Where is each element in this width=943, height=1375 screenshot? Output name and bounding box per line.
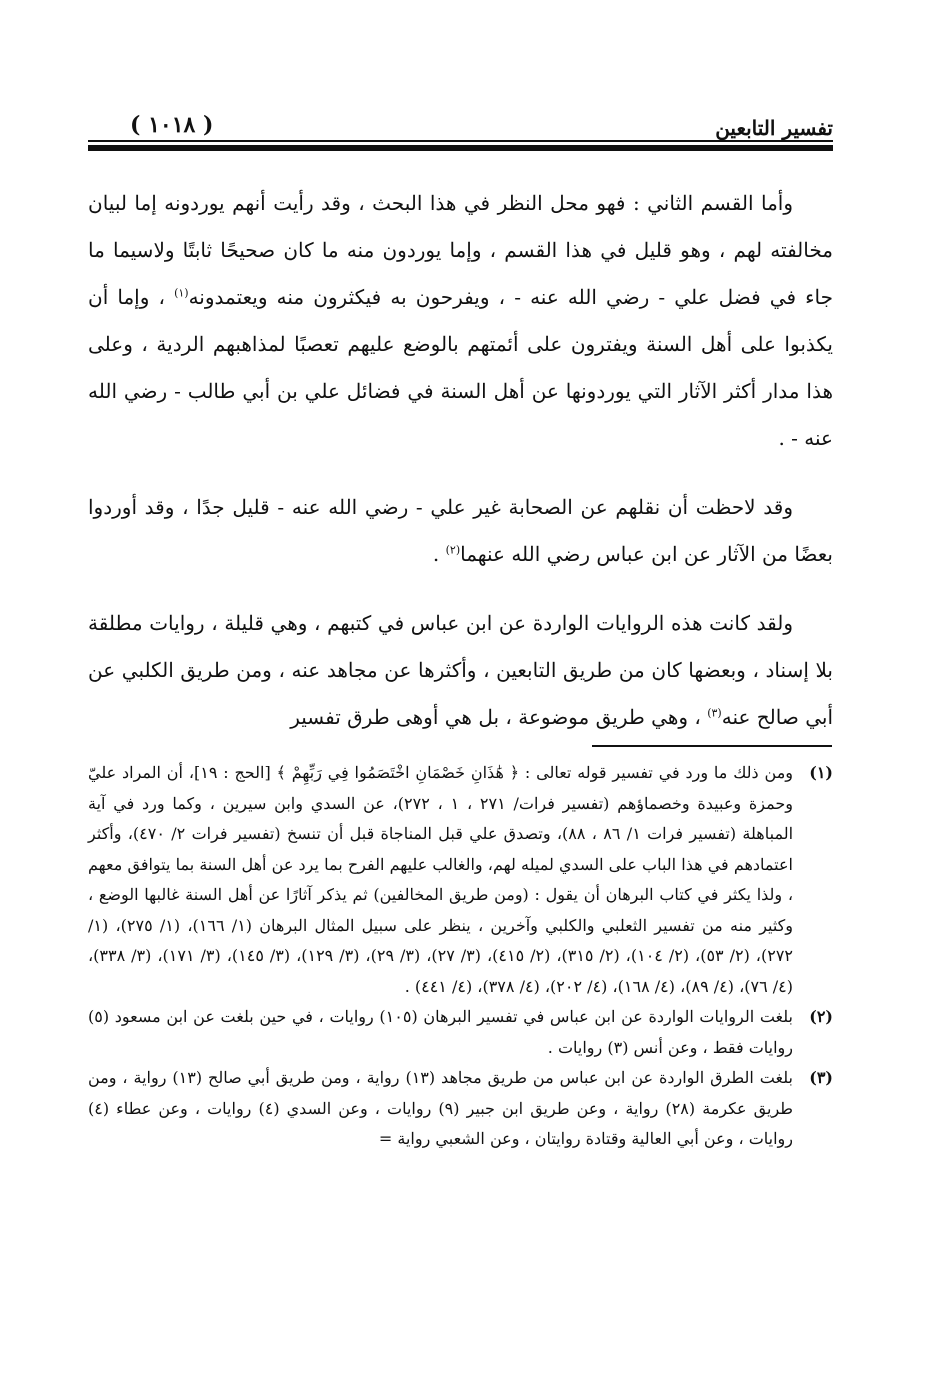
header-rule-thin — [88, 140, 833, 142]
page-number: ( ١٠١٨ ) — [130, 112, 214, 138]
footnote — [88, 1002, 833, 1063]
main-text — [88, 180, 833, 763]
paragraph-text: ولقد كانت هذه الروايات الواردة عن ابن عباس في كتبهم ، وهي قليلة ، روايات مطلقة بلا إسناد ، وبعضها كان من طريق التابعين ، وأكثرها عن مجاهد عنه ، ومن طريق الكلبي عن أبي صالح عنه — [88, 611, 834, 729]
footnotes — [88, 758, 833, 1155]
footnote — [88, 1063, 833, 1155]
footnote-number: (٢) — [809, 1007, 833, 1026]
paragraph — [88, 180, 833, 462]
book-title: تفسير التابعين — [715, 116, 833, 140]
paragraph — [88, 484, 833, 578]
footnote-text: بلغت الروايات الواردة عن ابن عباس في تفسير البرهان (١٠٥) روايات ، في حين بلغت عن ابن مسعود (٥) روايات فقط ، وعن أنس (٣) روايات . — [88, 1007, 793, 1057]
footnote — [88, 758, 833, 1002]
paragraph-text: وقد لاحظت أن نقلهم عن الصحابة غير علي - رضي الله عنه - قليل جدًا ، وقد أوردوا بعضًا من الآثار عن ابن عباس رضي الله عنهما — [88, 495, 833, 566]
paragraph-text: . — [432, 542, 446, 566]
footnote-number: (١) — [809, 763, 833, 782]
paragraph-text: ، وإما أن يكذبوا على أهل السنة ويفترون على أئمتهم بالوضع عليهم تعصبًا لمذاهبهم الردية ، وعلى هذا مدار أكثر الآثار التي يوردونها عن أهل السنة في فضائل علي بن أبي طالب - رضي الله عنه - . — [88, 285, 833, 450]
paragraph-text: ، وهي طريق موضوعة ، بل هي أوهى طرق تفسير — [290, 705, 708, 729]
footnote-ref: (٣) — [707, 706, 722, 720]
footnote-text: بلغت الطرق الواردة عن ابن عباس من طريق مجاهد (١٣) رواية ، ومن طريق أبي صالح (١٣) رواية ، ومن طريق عكرمة (٢٨) رواية ، وعن طريق ابن جبير (٩) روايات ، وعن السدي (٤) روايات ، وعن عطاء (٤) روايات ، وعن أبي العالية وقتادة روايتان ، وعن الشعبي رواية = — [88, 1068, 794, 1148]
footnote-ref: (٢) — [445, 543, 461, 557]
paragraph-text: وأما القسم الثاني : فهو محل النظر في هذا البحث ، وقد رأيت أنهم يوردونه إما لبيان مخالفته لهم ، وهو قليل في هذا القسم ، وإما يوردون منه ما كان صحيحًا ثابتًا ولاسيما ما جاء في فضل علي - رضي الله عنه - ، ويفرحون به فيكثرون منه ويعتمدونه — [88, 191, 833, 309]
header-rule-thick — [88, 145, 833, 151]
paragraph — [88, 600, 833, 741]
footnote-ref: (١) — [174, 286, 189, 300]
footnote-text: ومن ذلك ما ورد في تفسير قوله تعالى : ﴿ هَٰذَانِ خَصْمَانِ اخْتَصَمُوا فِي رَبِّهِمْ ﴾ [الحج : ١٩]، أن المراد عليّ وحمزة وعبيدة وخصماؤهم (تفسير فرات/ ٢٧١ ، ١ ، ٢٧٢)، عن السدي وابن سيرين ، وكما ورد في آية المباهلة (تفسير فرات ١/ ٨٦ ، ٨٨)، وتصدق علي قبل المناجاة قبل أن تنسخ (تفسير فرات ٢/ ٤٧٠)، وأكثر اعتمادهم في هذا الباب على السدي لميله لهم، والغالب عليهم الفرح بما يرد عن أهل السنة بما يتوافق معهم ، ولذا يكثر في كتاب البرهان أن يقول : (ومن طريق المخالفين) ثم يذكر آثارًا عن أهل السنة غالبها الوضع ، وكثير منه من تفسير الثعلبي والكلبي وآخرين ، ينظر على سبيل المثال البرهان (١/ ١٦٦)، (١/ ٢٧٥)، (١/ ٢٧٢)، (٢/ ٥٣)، (٢/ ١٠٤)، (٢/ ٣١٥)، (٢/ ٤١٥)، (٣/ ٢٧)، (٣/ ٢٩)، (٣/ ١٢٩)، (٣/ ١٤٥)، (٣/ ١٧١)، (٣/ ٣٣٨)، (٤/ ٧٦)، (٤/ ٨٩)، (٤/ ١٦٨)، (٤/ ٢٠٢)، (٤/ ٣٧٨)، (٤/ ٤٤١) . — [88, 763, 794, 996]
footnote-divider — [592, 745, 832, 747]
footnote-number: (٣) — [809, 1068, 833, 1087]
